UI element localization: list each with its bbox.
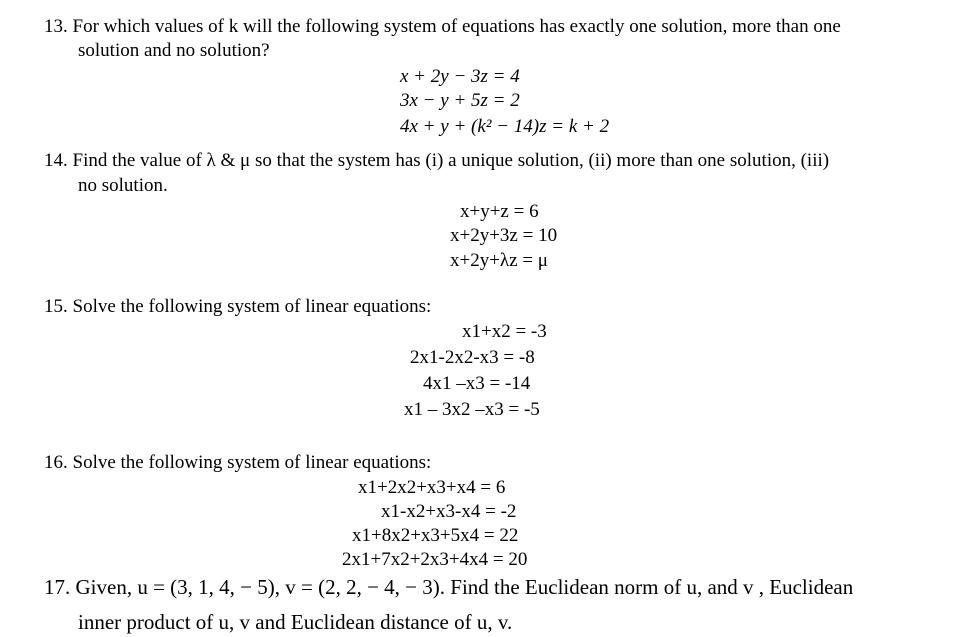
q13-equation-2: 3x − y + 5z = 2 [400,90,520,111]
q14-equation-2: x+2y+3z = 10 [450,225,558,246]
q14-text-line-1: 14. Find the value of λ & μ so that the system has (i) a unique solution, (ii) more than one solution, (iii) [44,150,830,171]
q16-text-line-1: 16. Solve the following system of linear equations: [44,452,432,473]
q14-equation-1: x+y+z = 6 [460,201,539,222]
q16-equation-4: 2x1+7x2+2x3+4x4 = 20 [342,549,528,570]
q13-text-line-2: solution and no solution? [78,40,270,61]
q13-text-line-1: 13. For which values of k will the following system of equations has exactly one solution, more than one [44,16,841,37]
q15-equation-4: x1 – 3x2 –x3 = -5 [404,399,540,420]
q16-equation-2: x1-x2+x3-x4 = -2 [381,501,517,522]
q16-equation-1: x1+2x2+x3+x4 = 6 [358,477,506,498]
q15-text-line-1: 15. Solve the following system of linear equations: [44,296,432,317]
q13-equation-3: 4x + y + (k² − 14)z = k + 2 [400,116,610,137]
q15-equation-1: x1+x2 = -3 [462,321,547,342]
q14-equation-3: x+2y+λz = μ [450,250,548,271]
q15-equation-2: 2x1-2x2-x3 = -8 [410,347,535,368]
q14-text-line-2: no solution. [78,175,168,196]
q17-text-line-1: 17. Given, u = (3, 1, 4, − 5), v = (2, 2, − 4, − 3). Find the Euclidean norm of u, and v , Euclidean [44,575,854,599]
q16-equation-3: x1+8x2+x3+5x4 = 22 [352,525,519,546]
q15-equation-3: 4x1 –x3 = -14 [423,373,531,394]
q17-text-line-2: inner product of u, v and Euclidean distance of u, v. [78,610,513,634]
q13-equation-1: x + 2y − 3z = 4 [400,66,520,87]
